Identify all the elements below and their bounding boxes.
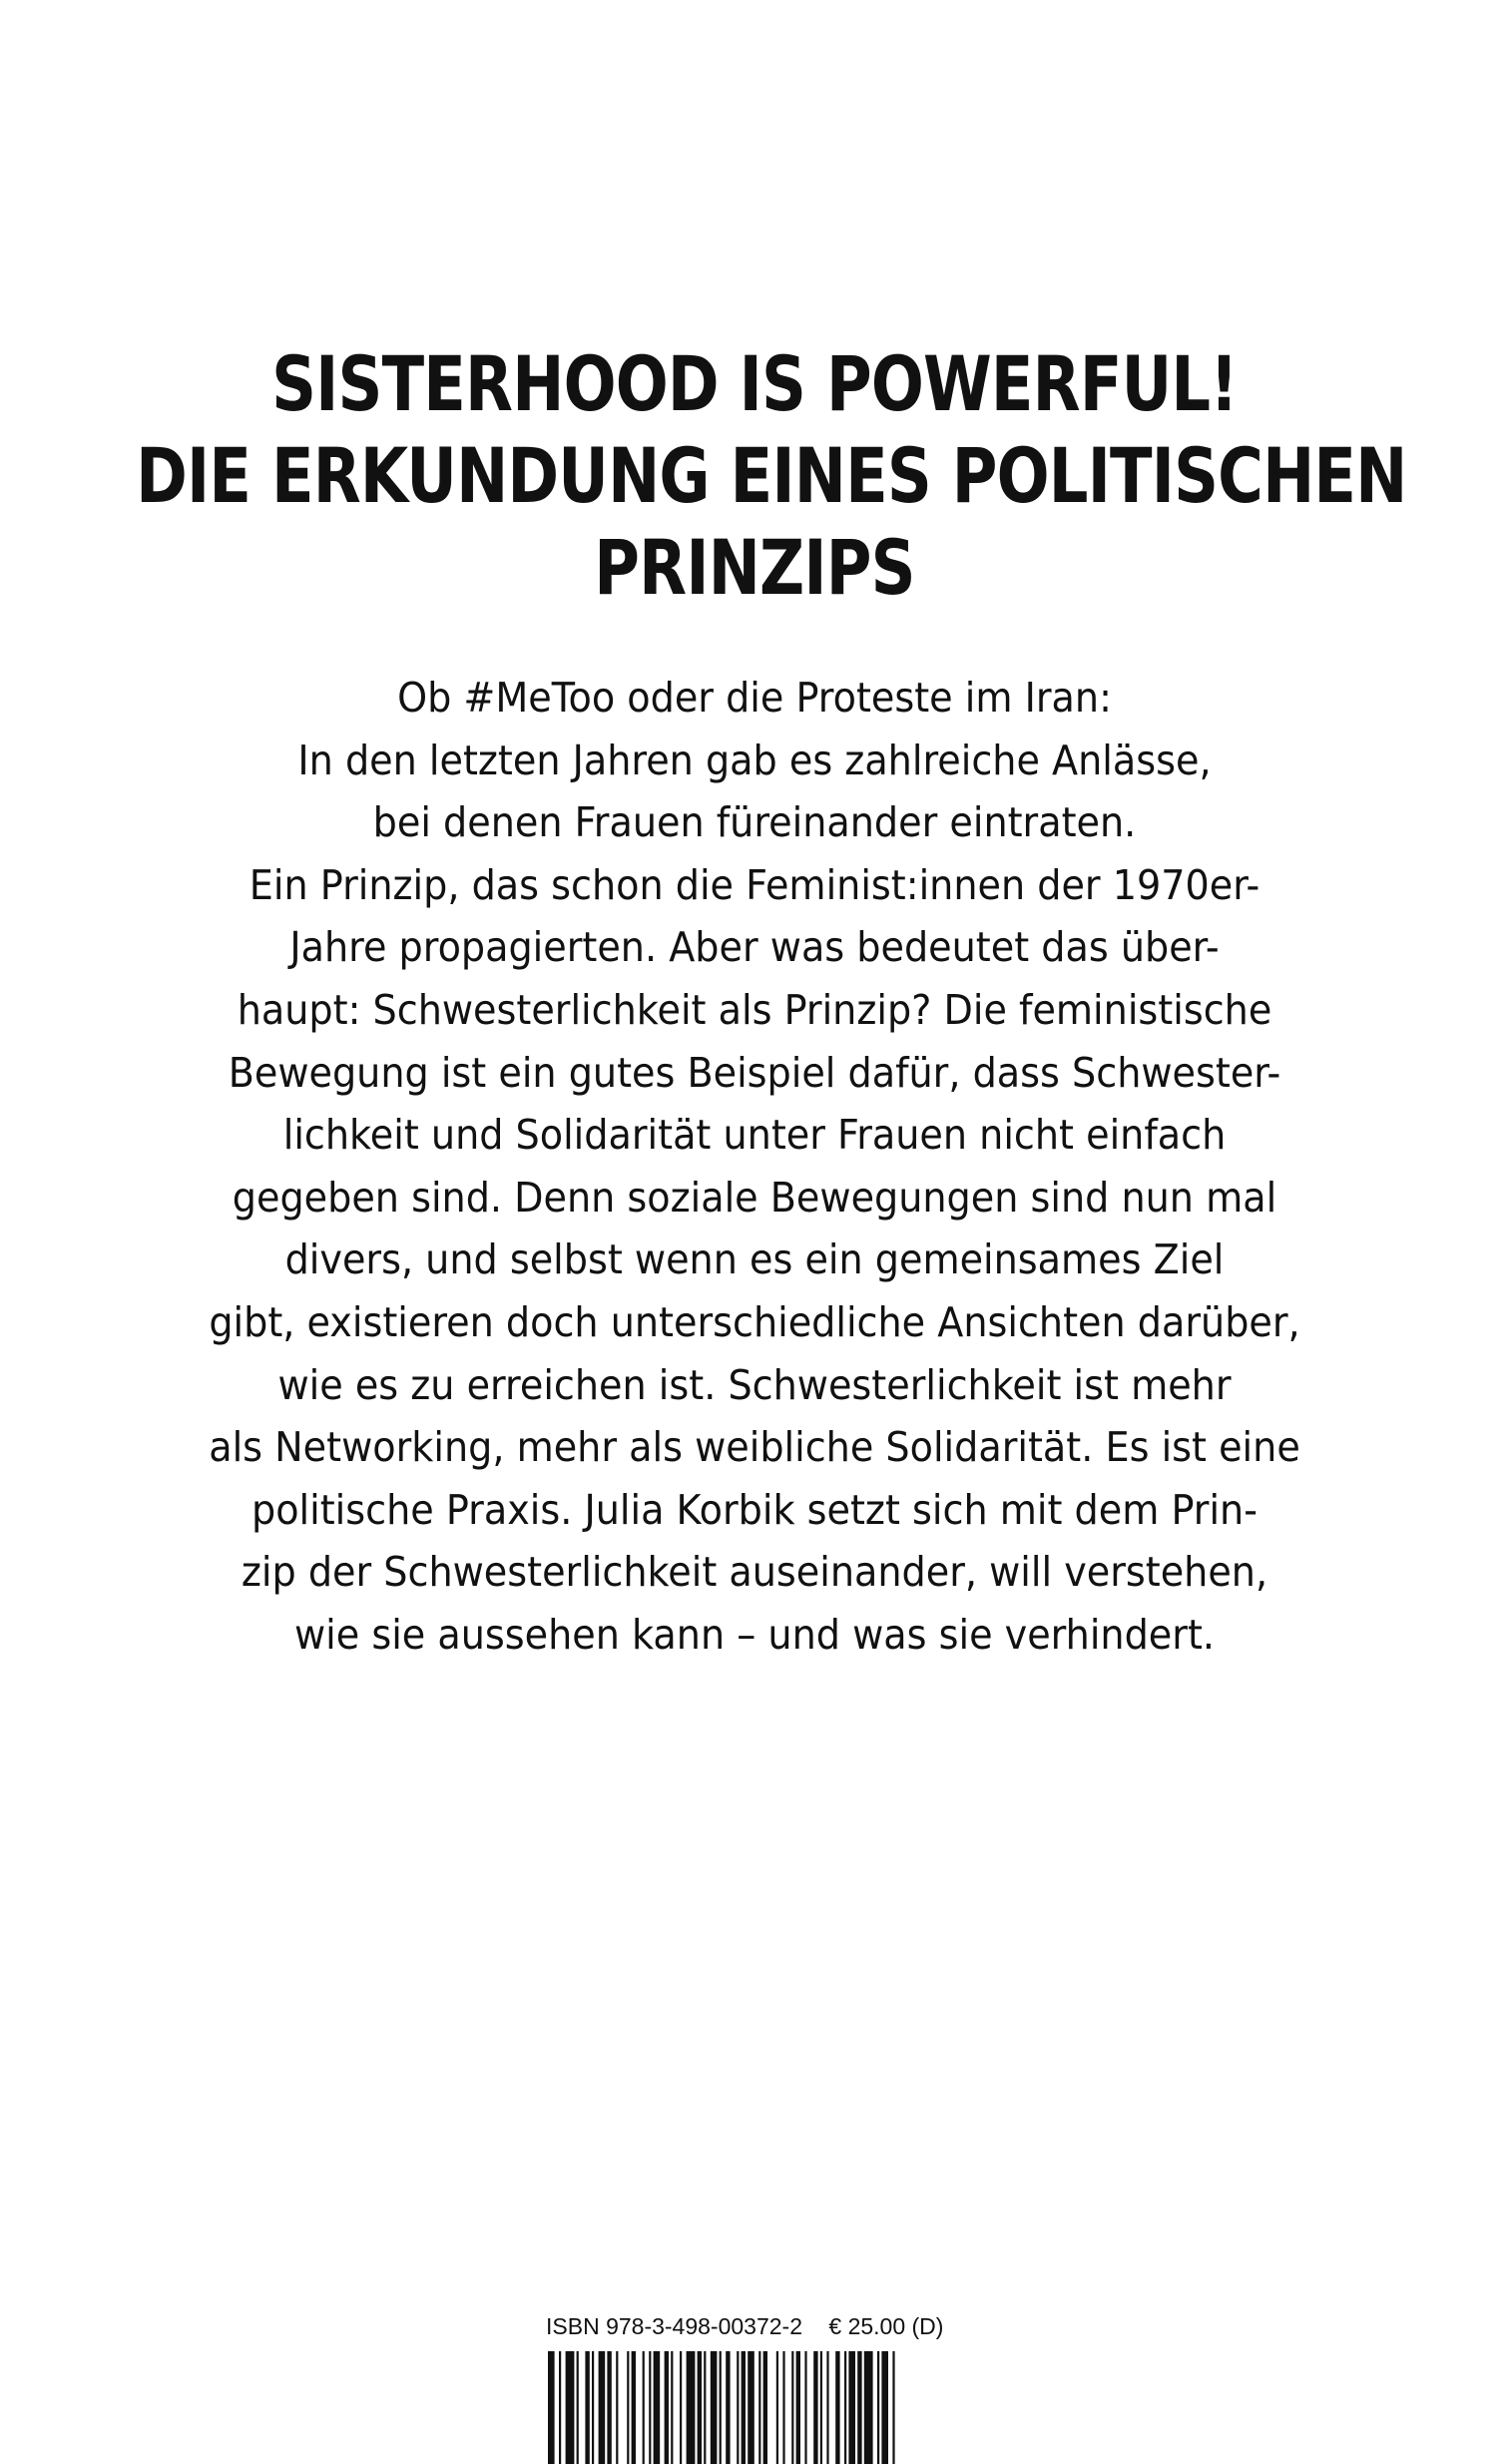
- blurb-line: gibt, existieren doch unterschiedliche Ansichten darüber,: [209, 1297, 1300, 1346]
- blurb-line: gegeben sind. Denn soziale Bewegungen sind nun mal: [232, 1173, 1277, 1222]
- headline-line-2: DIE ERKUNDUNG EINES POLITISCHEN: [136, 430, 1407, 520]
- isbn-number: ISBN 978-3-498-00372-2: [546, 2313, 802, 2339]
- blurb-line: lichkeit und Solidarität unter Frauen nicht einfach: [282, 1111, 1227, 1160]
- blurb-line: bei denen Frauen füreinander eintraten.: [372, 798, 1137, 847]
- blurb-line: zip der Schwesterlichkeit auseinander, will verstehen,: [241, 1548, 1268, 1597]
- barcode-bar: [726, 2351, 730, 2464]
- blurb-line: wie sie aussehen kann – und was sie verhindert.: [293, 1610, 1216, 1659]
- barcode-bar: [585, 2351, 589, 2464]
- barcode-bar: [776, 2351, 778, 2464]
- barcode-bar: [763, 2351, 767, 2464]
- barcode-bar: [791, 2351, 793, 2464]
- barcode-bar: [864, 2351, 873, 2464]
- price-label: € 25.00 (D): [828, 2313, 944, 2339]
- barcode-bar: [643, 2351, 645, 2464]
- blurb-line: divers, und selbst wenn es ein gemeinsames Ziel: [284, 1235, 1225, 1284]
- barcode-bar: [704, 2351, 706, 2464]
- barcode-bar: [737, 2351, 739, 2464]
- barcode-bar: [616, 2351, 618, 2464]
- barcode-bar: [649, 2351, 651, 2464]
- blurb-line: haupt: Schwesterlichkeit als Prinzip? Die feministische: [237, 985, 1272, 1034]
- barcode-bar: [607, 2351, 611, 2464]
- blurb-text: [0, 667, 1509, 1667]
- barcode-bar: [592, 2351, 594, 2464]
- barcode-bar: [548, 2351, 555, 2464]
- blurb-line: als Networking, mehr als weibliche Solidarität. Es ist eine: [209, 1423, 1300, 1472]
- headline: [0, 338, 1509, 614]
- barcode-bar: [711, 2351, 718, 2464]
- barcode-bar: [758, 2351, 760, 2464]
- headline-line-1: SISTERHOOD IS POWERFUL!: [271, 338, 1238, 428]
- blurb-line: In den letzten Jahren gab es zahlreiche Anlässe,: [297, 736, 1212, 784]
- barcode-bar: [698, 2351, 702, 2464]
- blurb-line: Ob #MeToo oder die Proteste im Iran:: [397, 674, 1112, 722]
- barcode-bar: [671, 2351, 673, 2464]
- barcode-bar: [877, 2351, 879, 2464]
- barcode-bar: [813, 2351, 817, 2464]
- blurb-line: wie es zu erreichen ist. Schwesterlichkeit ist mehr: [277, 1360, 1232, 1409]
- barcode-bar: [577, 2351, 579, 2464]
- blurb-line: Ein Prinzip, das schon die Feminist:innen der 1970er-: [249, 860, 1260, 909]
- barcode-bar: [844, 2351, 846, 2464]
- barcode-bar: [680, 2351, 682, 2464]
- barcode-bar: [559, 2351, 561, 2464]
- barcode-bar: [820, 2351, 822, 2464]
- barcode-bar: [748, 2351, 754, 2464]
- barcode-bar: [654, 2351, 661, 2464]
- barcode-bar: [826, 2351, 828, 2464]
- barcode-bar: [665, 2351, 669, 2464]
- barcode-bar: [687, 2351, 696, 2464]
- barcode-graphic: [548, 2351, 961, 2464]
- barcode-bar: [881, 2351, 888, 2464]
- headline-line-3: PRINZIPS: [594, 522, 915, 612]
- blurb-line: Bewegung ist ein gutes Beispiel dafür, dass Schwester-: [228, 1048, 1281, 1097]
- barcode-bar: [599, 2351, 606, 2464]
- barcode-bar: [796, 2351, 800, 2464]
- barcode-bar: [892, 2351, 894, 2464]
- barcode-bar: [742, 2351, 746, 2464]
- blurb-line: Jahre propagierten. Aber was bedeutet das über-: [289, 923, 1220, 972]
- barcode-bar: [857, 2351, 861, 2464]
- barcode-bar: [804, 2351, 806, 2464]
- barcode-bar: [782, 2351, 784, 2464]
- barcode-bar: [566, 2351, 575, 2464]
- barcode-bar: [720, 2351, 722, 2464]
- barcode-bar: [627, 2351, 629, 2464]
- barcode-bar: [848, 2351, 855, 2464]
- barcode-bar: [835, 2351, 839, 2464]
- blurb-line: politische Praxis. Julia Korbik setzt sich mit dem Prin-: [251, 1485, 1258, 1534]
- isbn-price-row: [546, 2311, 965, 2341]
- barcode-bar: [632, 2351, 636, 2464]
- barcode-icon: [548, 2351, 961, 2464]
